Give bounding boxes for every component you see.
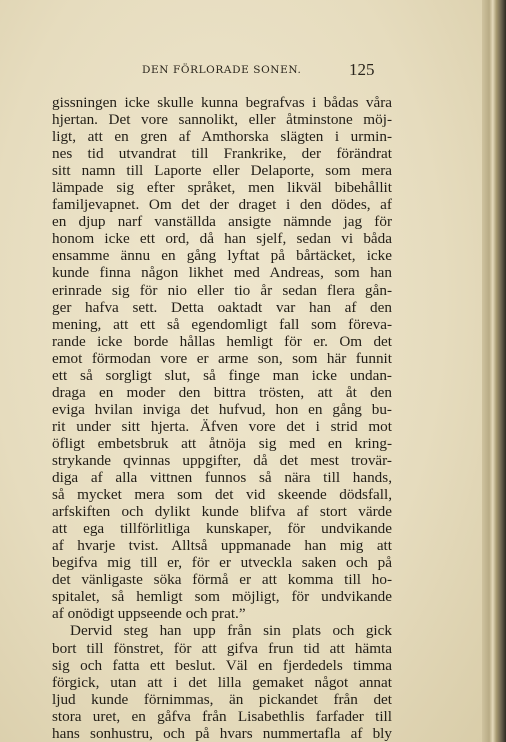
text-line: spitalet, så hemligt som möjligt, för undvikande: [52, 588, 392, 606]
text-line: af hvarje tvist. Alltså uppmanade han mig att: [52, 537, 392, 555]
text-line: ligt, att en gren af Amthorska slägten i urmin-: [52, 128, 392, 146]
text-line: sitt namn till Laporte eller Delaporte, som mera: [52, 162, 392, 180]
body-text: [52, 94, 392, 742]
text-line: draga en moder den bittra trösten, att åt den: [52, 383, 392, 401]
text-line: ger hafva sett. Detta oaktadt var han af den: [52, 298, 392, 316]
text-line: hjertan. Det vore sannolikt, eller åtminstone möj-: [52, 111, 392, 129]
text-line: kunde finna någon likhet med Andreas, som han: [52, 264, 392, 282]
text-line: Dervid steg han upp från sin plats och gick: [70, 622, 392, 640]
text-line: gissningen icke skulle kunna begrafvas i bådas våra: [52, 94, 392, 111]
text-line: öfligt embetsbruk att åtnöja sig med en kring-: [52, 434, 392, 452]
text-line: lämpade sig efter språket, men likväl bibehållit: [52, 179, 392, 197]
page-number: 125: [349, 60, 375, 79]
text-line: strykande qvinnas uppgifter, då det mest trovär-: [52, 451, 392, 469]
text-line: af onödigt uppseende och prat.”: [52, 605, 246, 623]
text-line: rande icke borde hållas hemligt för er. Om det: [52, 332, 392, 350]
text-line: att ega tillförlitliga kunskaper, för undvikande: [52, 520, 392, 538]
text-line: bort till fönstret, för att gifva frun tid att hämta: [52, 639, 392, 657]
text-line: begifva mig till er, för er utveckla saken och på: [52, 554, 392, 572]
text-line: mening, att ett så egendomligt fall som föreva-: [52, 315, 392, 333]
text-line: ljud kunde förnimmas, än pickandet från det: [52, 690, 392, 708]
text-line: en djup narf vanställda ansigte nämnde jag för: [52, 213, 392, 231]
text-line: stora uret, en gåfva från Lisabethlis farfader till: [52, 707, 392, 725]
running-title: DEN FÖRLORADE SONEN.: [142, 64, 302, 76]
text-line: hans sonhustru, och på hvars nummertafla af bly: [52, 724, 392, 742]
text-line: familjevapnet. Om det der draget i den dödes, af: [52, 196, 392, 214]
text-line: eviga hvilan inviga det hufvud, hon en gång bu-: [52, 400, 392, 418]
text-line: ensamme ännu en gång lyftat på bårtäcket, icke: [52, 247, 392, 265]
text-line: honom icke ett ord, då han sjelf, sedan vi båda: [52, 230, 392, 248]
text-line: erinrade sig för nio eller tio år sedan flera gån-: [52, 281, 392, 299]
text-line: diga af alla vittnen funnos så nära till hands,: [52, 469, 392, 487]
text-line: ett så sorgligt slut, så finge man icke undan-: [52, 366, 392, 384]
book-page-edge: [482, 0, 506, 742]
text-line: rit under sitt hjerta. Äfven vore det i strid mot: [52, 417, 392, 435]
text-line: så mycket mera som det vid skeende dödsfall,: [52, 486, 392, 504]
text-line: nes tid utvandrat till Frankrike, der förändrat: [52, 145, 392, 163]
text-line: sig och fatta ett beslut. Väl en fjerdedels timma: [52, 656, 392, 674]
text-line: det vänligaste söka förmå er att komma till ho-: [52, 571, 392, 589]
text-line: emot förmodan vore er arme son, som här funnit: [52, 349, 392, 367]
text-line: förgick, utan att i det lilla gemaket något annat: [52, 673, 392, 691]
text-line: arfskiften och dylikt kunde blifva af stort värde: [52, 503, 392, 521]
